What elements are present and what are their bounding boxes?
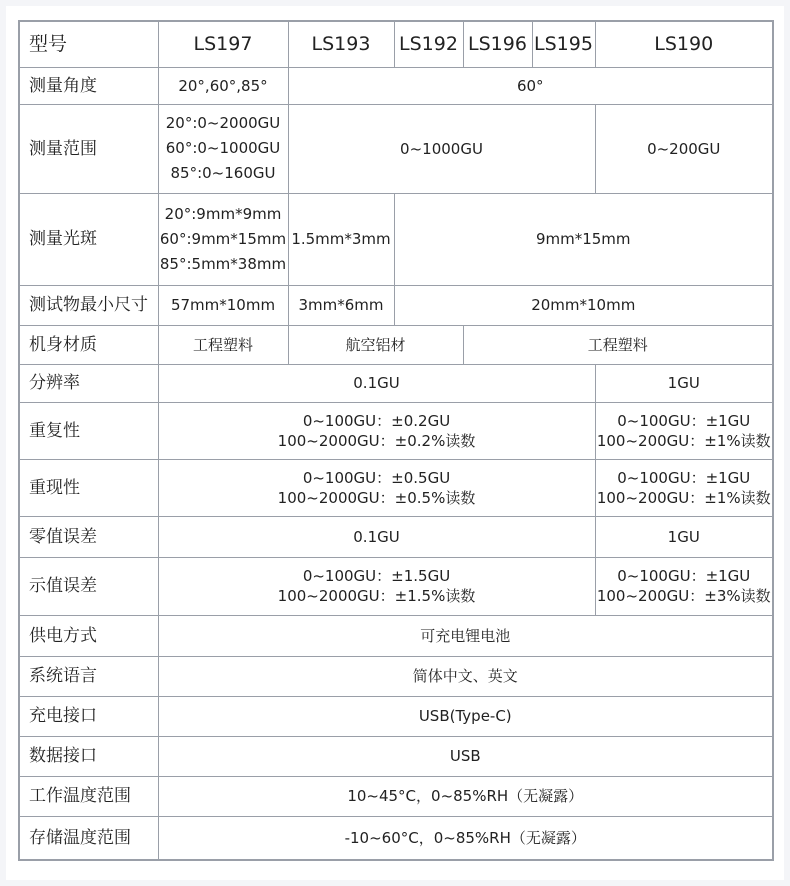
row-power	[19, 615, 773, 656]
range-mid: 0~1000GU	[288, 104, 595, 193]
repeatability-left	[158, 402, 595, 459]
data-port-value: USB	[158, 736, 773, 776]
cell-line: 60°:0~1000GU	[165, 139, 281, 157]
cell-line: 100~2000GU：±1.5%读数	[277, 587, 476, 605]
cell-line: 85°:5mm*38mm	[159, 254, 287, 273]
cell-line: 100~200GU：±1%读数	[596, 431, 771, 450]
model-ls196: LS196	[463, 21, 532, 67]
row-label: 工作温度范围	[19, 776, 158, 816]
range-right: 0~200GU	[595, 104, 773, 193]
row-label: 零值误差	[19, 516, 158, 557]
row-label: 充电接口	[19, 696, 158, 736]
min-size-ls197: 57mm*10mm	[158, 285, 288, 325]
cell-line: 0~100GU：±1GU	[617, 411, 751, 430]
min-size-others: 20mm*10mm	[394, 285, 773, 325]
spec-table	[18, 20, 774, 861]
min-size-ls193: 3mm*6mm	[288, 285, 394, 325]
row-work-temp	[19, 776, 773, 816]
cell-line: 20°:0~2000GU	[165, 114, 281, 132]
charge-port-value: USB(Type-C)	[158, 696, 773, 736]
power-value: 可充电锂电池	[158, 615, 773, 656]
row-label: 测量范围	[19, 104, 158, 193]
cell-line: 100~200GU：±3%读数	[596, 587, 771, 605]
row-label: 存储温度范围	[19, 816, 158, 860]
row-label: 测量光斑	[19, 193, 158, 285]
row-label: 分辨率	[19, 364, 158, 402]
cell-line: 0~100GU：±1.5GU	[302, 567, 451, 585]
angle-others: 60°	[288, 67, 773, 104]
row-language	[19, 656, 773, 696]
resolution-left: 0.1GU	[158, 364, 595, 402]
row-angle	[19, 67, 773, 104]
model-ls193: LS193	[288, 21, 394, 67]
row-label: 示值误差	[19, 557, 158, 615]
header-row	[19, 21, 773, 67]
cell-line: 20°:9mm*9mm	[164, 204, 282, 223]
row-label: 供电方式	[19, 615, 158, 656]
row-charge-port	[19, 696, 773, 736]
row-display-error	[19, 557, 773, 615]
zero-error-left: 0.1GU	[158, 516, 595, 557]
row-label: 数据接口	[19, 736, 158, 776]
material-right: 工程塑料	[463, 325, 773, 364]
row-label: 测试物最小尺寸	[19, 285, 158, 325]
row-label: 系统语言	[19, 656, 158, 696]
cell-line: 100~2000GU：±0.5%读数	[277, 488, 476, 507]
cell-line: 100~200GU：±1%读数	[596, 488, 771, 507]
row-range	[19, 104, 773, 193]
row-zero-error	[19, 516, 773, 557]
model-ls197: LS197	[158, 21, 288, 67]
cell-line: 0~100GU：±0.2GU	[302, 411, 451, 430]
row-data-port	[19, 736, 773, 776]
angle-ls197: 20°,60°,85°	[158, 67, 288, 104]
material-mid: 航空铝材	[288, 325, 463, 364]
row-label: 机身材质	[19, 325, 158, 364]
material-ls197: 工程塑料	[158, 325, 288, 364]
zero-error-right: 1GU	[595, 516, 773, 557]
reproducibility-left	[158, 459, 595, 516]
spot-others: 9mm*15mm	[394, 193, 773, 285]
repeatability-right	[595, 402, 773, 459]
row-label: 重现性	[19, 459, 158, 516]
cell-line: 0~100GU：±1GU	[617, 468, 751, 487]
model-ls190: LS190	[595, 21, 773, 67]
cell-line: 0~100GU：±0.5GU	[302, 468, 451, 487]
cell-line: 60°:9mm*15mm	[159, 229, 287, 248]
range-ls197	[158, 104, 288, 193]
display-error-right	[595, 557, 773, 615]
row-reproducibility	[19, 459, 773, 516]
model-ls195: LS195	[532, 21, 595, 67]
row-resolution	[19, 364, 773, 402]
row-repeatability	[19, 402, 773, 459]
header-label: 型号	[19, 21, 158, 67]
row-label: 重复性	[19, 402, 158, 459]
spot-ls193: 1.5mm*3mm	[288, 193, 394, 285]
storage-temp-value: -10~60°C，0~85%RH（无凝露）	[158, 816, 773, 860]
model-ls192: LS192	[394, 21, 463, 67]
row-material	[19, 325, 773, 364]
row-min-size	[19, 285, 773, 325]
row-spot	[19, 193, 773, 285]
reproducibility-right	[595, 459, 773, 516]
row-storage-temp	[19, 816, 773, 860]
display-error-left	[158, 557, 595, 615]
cell-line: 85°:0~160GU	[170, 164, 276, 182]
work-temp-value: 10~45°C，0~85%RH（无凝露）	[158, 776, 773, 816]
row-label: 测量角度	[19, 67, 158, 104]
spot-ls197	[158, 193, 288, 285]
cell-line: 0~100GU：±1GU	[617, 567, 751, 585]
resolution-right: 1GU	[595, 364, 773, 402]
language-value: 简体中文、英文	[158, 656, 773, 696]
cell-line: 100~2000GU：±0.2%读数	[277, 431, 476, 450]
